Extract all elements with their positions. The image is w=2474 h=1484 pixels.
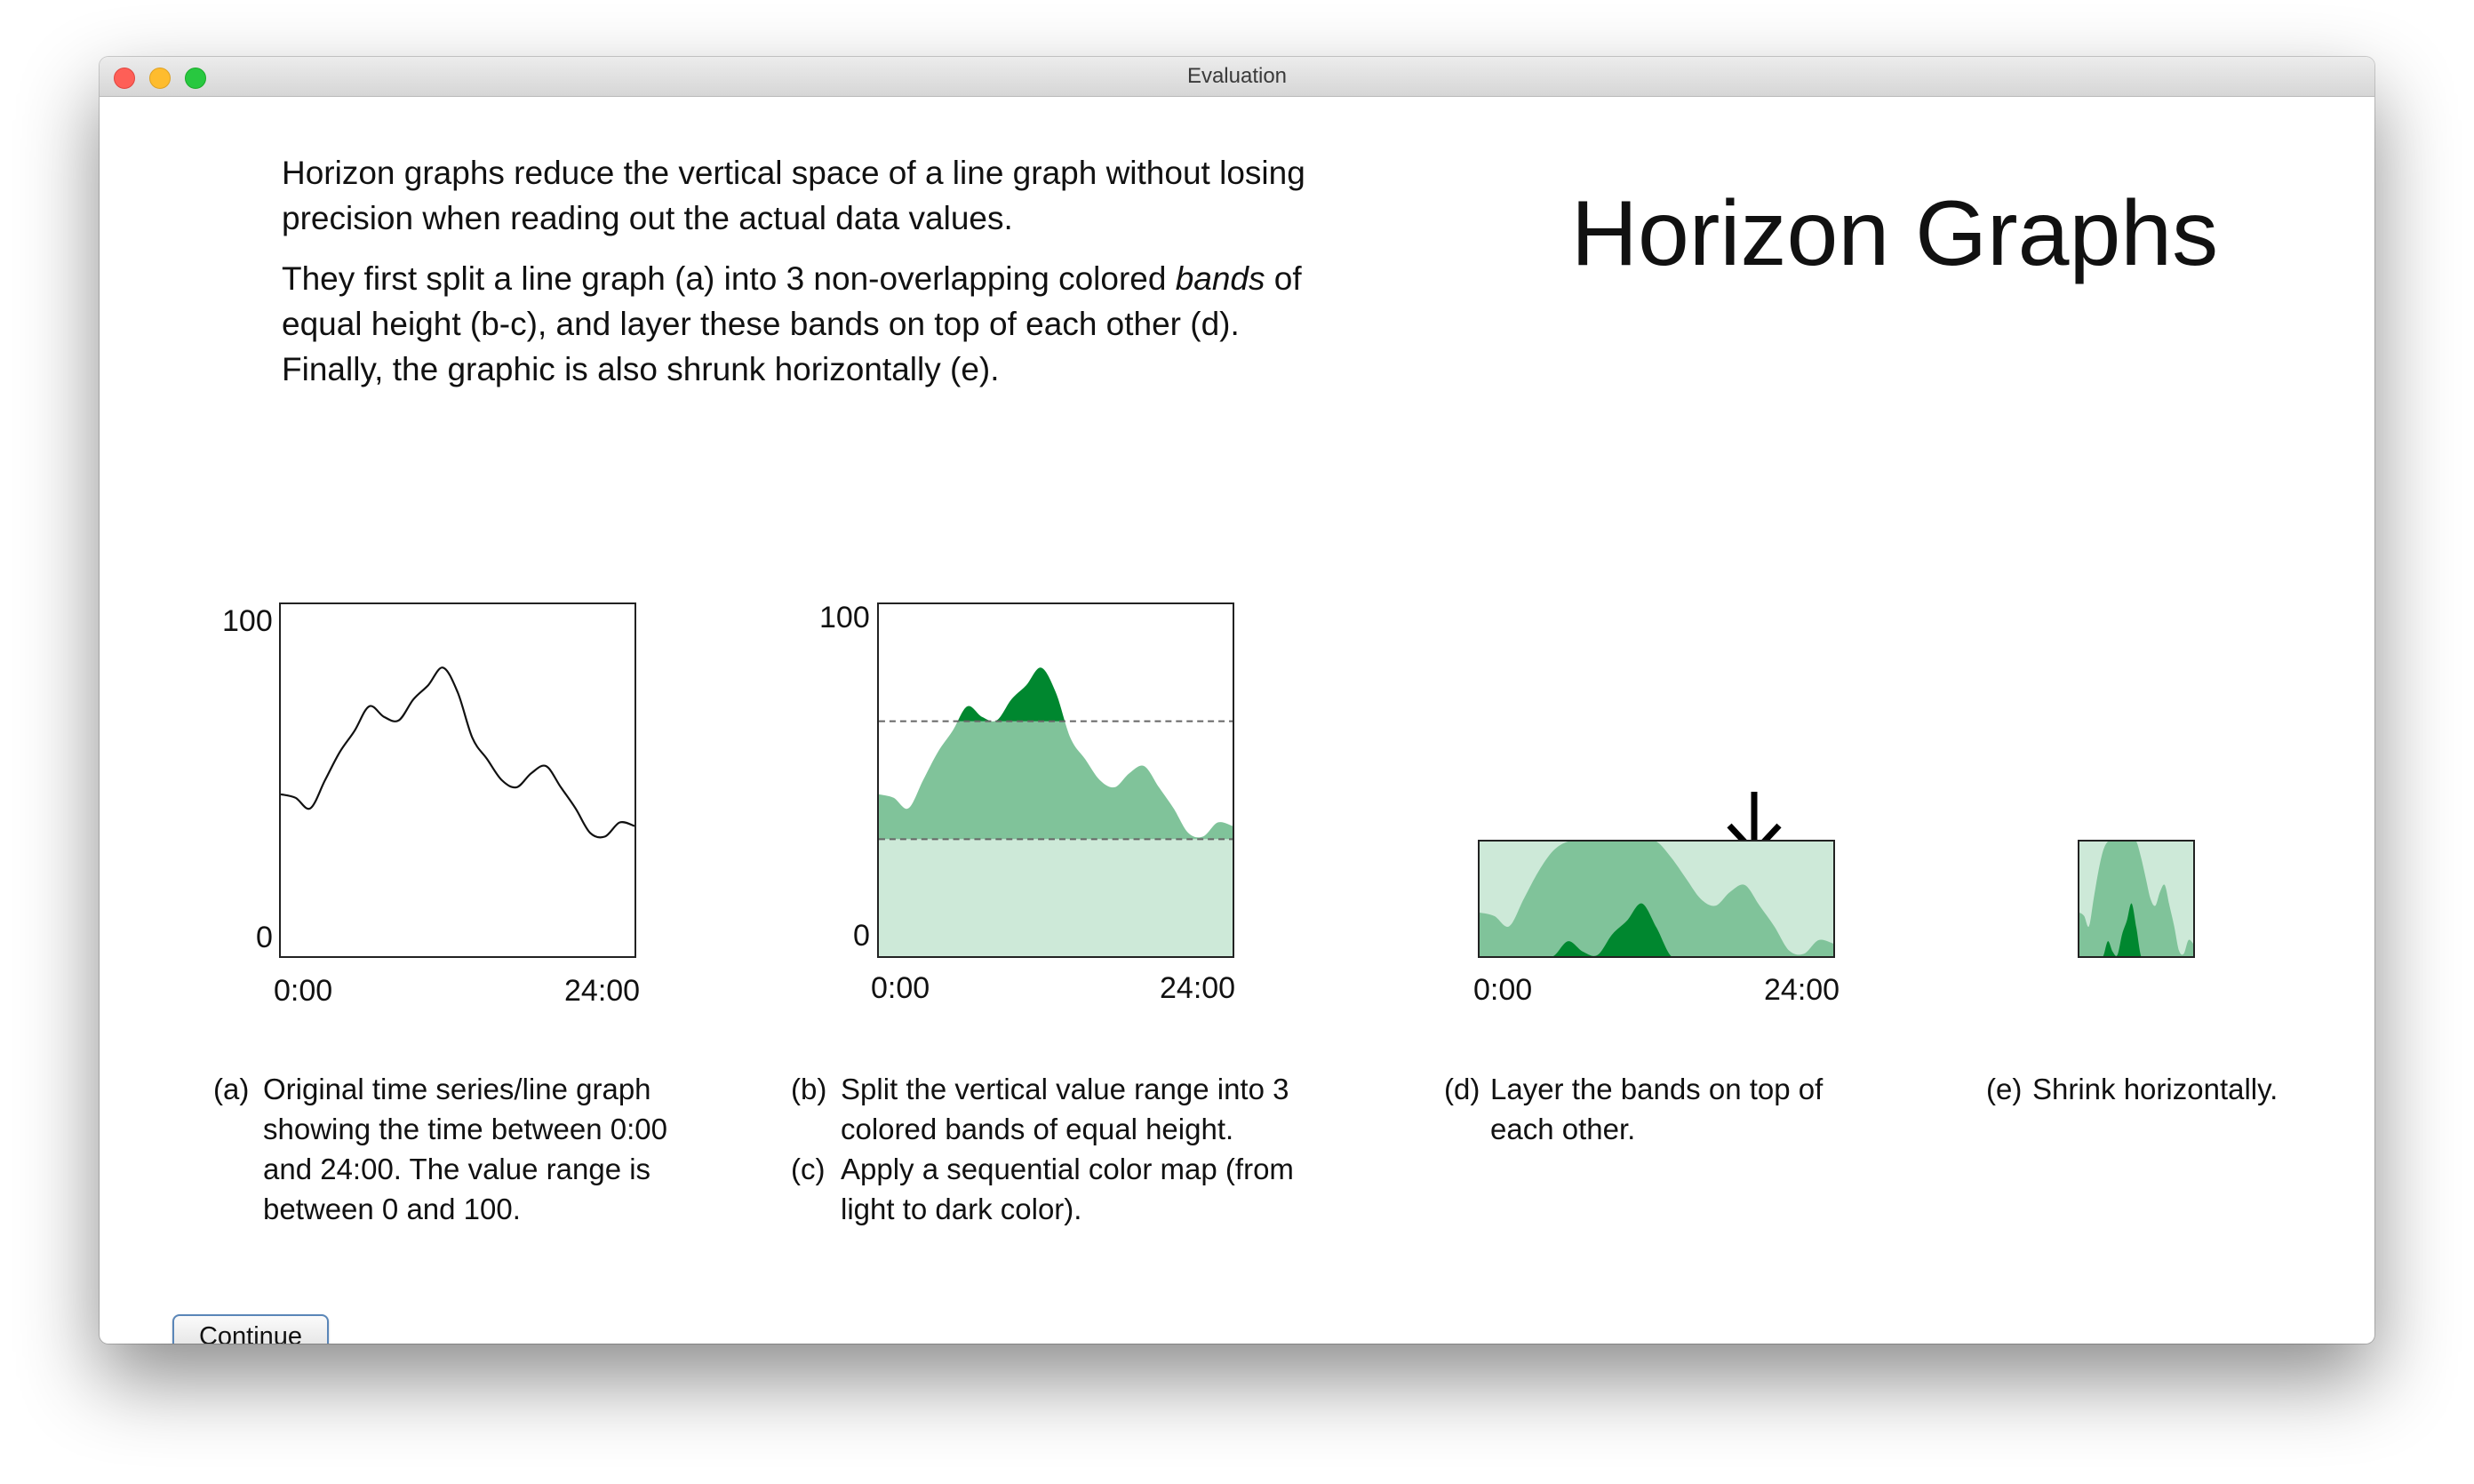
caption-a-text: Original time series/line graph showing the time between 0:00 and 24:00. The value range is between 0 and 100. <box>263 1073 667 1225</box>
caption-e-label: (e) <box>1986 1073 2023 1105</box>
window-title: Evaluation <box>1186 64 1288 88</box>
caption-d-text: Layer the bands on top of each other. <box>1490 1073 1824 1145</box>
graph-a-x-end: 24:00 <box>564 974 641 1008</box>
intro-p2-emphasis: bands <box>1175 260 1265 297</box>
continue-button[interactable]: Continue <box>172 1314 329 1344</box>
banded-graph-b <box>877 602 1234 958</box>
band-medium <box>879 722 1233 840</box>
shrunk-horizon-graph-e-svg <box>2079 842 2193 956</box>
graph-a-y-min: 0 <box>256 921 273 954</box>
caption-c-label: (c) <box>791 1153 826 1185</box>
band-dark <box>879 604 1233 722</box>
series-line <box>281 667 634 837</box>
horizon-graph-d-svg <box>1480 842 1833 956</box>
graph-b-y-max: 100 <box>819 601 870 634</box>
intro-p2-end: of equal height (b-c), and layer these bands on top of each other (d). Finally, the graphic is also shrunk horizontally (e). <box>282 260 1302 387</box>
graph-b-x-end: 24:00 <box>1160 971 1236 1005</box>
caption-bc <box>791 1069 1297 1229</box>
caption-e-text: Shrink horizontally. <box>2032 1073 2278 1105</box>
intro-paragraph-2 <box>282 256 1330 392</box>
graph-a-y-max: 100 <box>222 604 273 638</box>
graph-d-x-start: 0:00 <box>1473 973 1533 1007</box>
caption-a <box>213 1069 711 1229</box>
line-graph-a <box>279 602 636 958</box>
caption-b-text: Split the vertical value range into 3 colored bands of equal height. <box>841 1073 1289 1145</box>
caption-d-label: (d) <box>1444 1073 1480 1105</box>
graph-a-x-start: 0:00 <box>274 974 333 1008</box>
horizon-graph-d <box>1478 840 1835 958</box>
intro-text <box>282 150 1330 392</box>
caption-e <box>1986 1069 2342 1109</box>
caption-d <box>1444 1069 1862 1149</box>
graph-d-x-end: 24:00 <box>1764 973 1840 1007</box>
graph-b-x-start: 0:00 <box>871 971 930 1005</box>
line-graph-a-svg <box>281 604 634 956</box>
caption-b-label: (b) <box>791 1073 827 1105</box>
banded-graph-b-svg <box>879 604 1233 956</box>
intro-paragraph-1: Horizon graphs reduce the vertical space of a line graph without losing precision when reading out the actual data values. <box>282 155 1305 236</box>
caption-a-label: (a) <box>213 1073 250 1105</box>
content-area <box>100 97 2374 1344</box>
title-bar <box>100 57 2374 97</box>
band-layers <box>879 604 1233 956</box>
app-window <box>100 57 2374 1344</box>
caption-c-text: Apply a sequential color map (from light to dark color). <box>841 1153 1294 1225</box>
band-light <box>879 839 1233 956</box>
shrunk-horizon-graph-e <box>2078 840 2195 958</box>
graph-b-y-min: 0 <box>853 919 870 953</box>
intro-p2-start: They first split a line graph (a) into 3 non-overlapping colored <box>282 260 1176 297</box>
page-title: Horizon Graphs <box>1570 182 2219 285</box>
